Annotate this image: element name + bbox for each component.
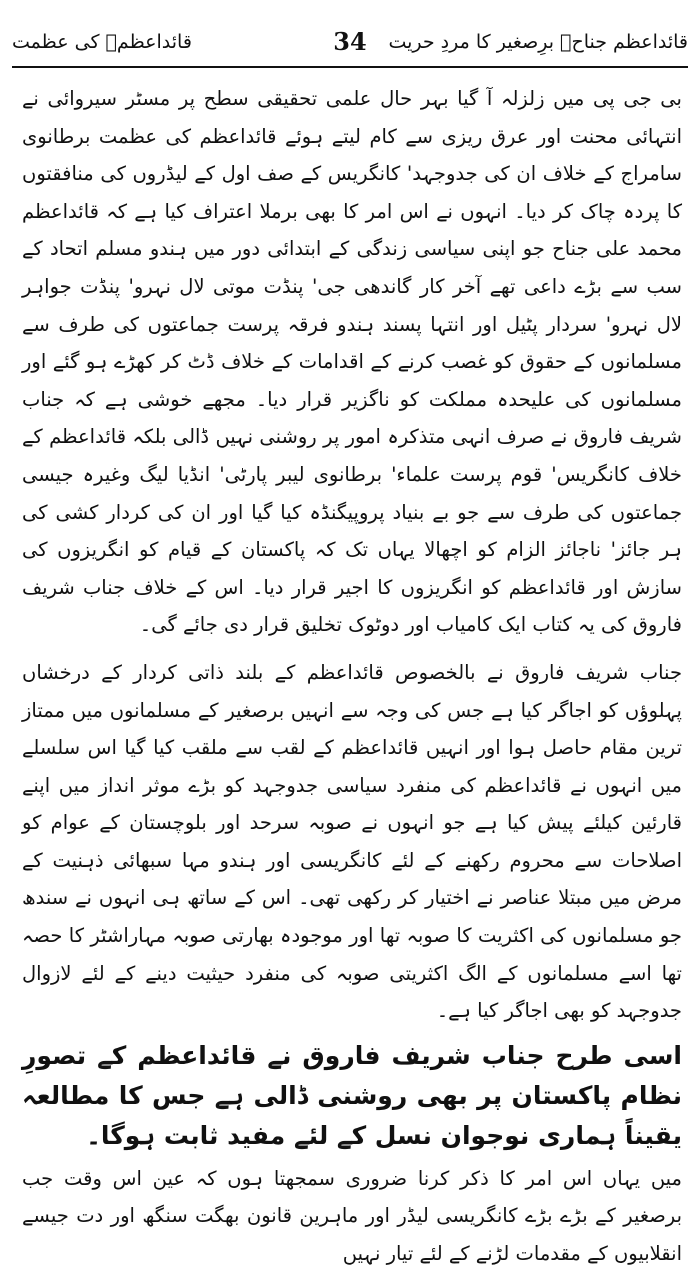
body-paragraph-1: بی جی پی میں زلزلہ آ گیا بہر حال علمی تحقیقی سطح پر مسٹر سیروائی نے انتہائی محنت اور عرق ریزی سے کام لیتے ہوئے قائداعظم کی عظمت برطانوی سامراج کے خلاف ان کی جدوجہد' کانگریس کے صف اول کے لیڈروں کی منافقتوں کا پردہ چاک کر دیا۔ انہوں نے اس امر کا بھی برملا اعتراف کیا ہے کہ قائداعظم محمد علی جناح جو اپنی سیاسی زندگی کے ابتدائی دور میں ہندو مسلم اتحاد کے سب سے بڑے داعی تھے آخر کار گاندھی جی' پنڈت موتی لال نہرو' پنڈت جواہر لال نہرو' سردار پٹیل اور انتہا پسند ہندو فرقہ پرست جماعتوں کی طرف سے مسلمانوں کے حقوق کو غصب کرنے کے اقدامات کے خلاف ڈٹ کر کھڑے ہو گئے اور مسلمانوں کی علیحدہ مملکت کو ناگزیر قرار دیا۔ مجھے خوشی ہے کہ جناب شریف فاروق نے صرف انہی متذکرہ امور پر روشنی نہیں ڈالی بلکہ قائداعظم کے خلاف کانگریس' قوم پرست علماء' برطانوی لیبر پارٹی' انڈیا لیگ وغیرہ جیسی جماعتوں کی طرف سے جو بے بنیاد پروپیگنڈہ کیا گیا اور ان کی کردار کشی کی ہر جائز' ناجائز الزام کو اچھالا یہاں تک کہ پاکستان کے قیام کو انگریزوں کی سازش اور قائداعظم کو انگریزوں کا اجیر قرار دیا۔ اس کے خلاف جناب شریف فاروق کی یہ کتاب ایک کامیاب اور دوٹوک تخلیق قرار دی جائے گی۔ bbox=[22, 87, 682, 637]
emphasis-paragraph: اسی طرح جناب شریف فاروق نے قائداعظم کے تصورِ نظام پاکستان پر بھی روشنی ڈالی ہے جس کا مطالعہ یقیناً ہماری نوجوان نسل کے لئے مفید ثابت ہوگا۔ bbox=[22, 1040, 682, 1150]
closing-paragraph: میں یہاں اس امر کا ذکر کرنا ضروری سمجھتا ہوں کہ عین اس وقت جب برصغیر کے بڑے بڑے کانگریسی لیڈر اور ماہرین قانون بھگت سنگھ اور دت جیسے انقلابیوں کے مقدمات لڑنے کے لئے تیار نہیں bbox=[22, 1166, 682, 1266]
running-title-right: قائداعظم جناحؒ برِصغیر کا مردِ حریت bbox=[388, 31, 688, 53]
running-title-left: قائداعظمؒ کی عظمت bbox=[12, 31, 192, 53]
page-header bbox=[12, 26, 688, 68]
body-paragraph-2: جناب شریف فاروق نے بالخصوص قائداعظم کے بلند ذاتی کردار کے درخشاں پہلوؤں کو اجاگر کیا ہے جس کی وجہ سے انہیں برصغیر کے مسلمانوں میں ممتاز ترین مقام حاصل ہوا اور انہیں قائداعظم کے لقب سے ملقب کیا گیا اس سلسلے میں انہوں نے قائداعظم کی منفرد سیاسی جدوجہد کو بڑے موثر انداز میں اپنے قارئین کیلئے پیش کیا ہے جو انہوں نے صوبہ سرحد اور بلوچستان کے عوام کو اصلاحات سے محروم رکھنے کے لئے کانگریسی اور ہندو مہا سبھائی ذہنیت کے مرض میں مبتلا عناصر نے اختیار کر رکھی تھی۔ اس کے ساتھ ہی انہوں نے سندھ جو مسلمانوں کی اکثریت کا صوبہ تھا اور موجودہ بھارتی صوبہ مہاراشٹر کا حصہ تھا اسے مسلمانوں کے الگ اکثریتی صوبہ کی منفرد حیثیت دینے کے لئے لازوال جدوجہد کو بھی اجاگر کیا ہے۔ bbox=[22, 660, 682, 1023]
page-number: 34 bbox=[333, 27, 367, 56]
page-body bbox=[22, 80, 682, 1273]
